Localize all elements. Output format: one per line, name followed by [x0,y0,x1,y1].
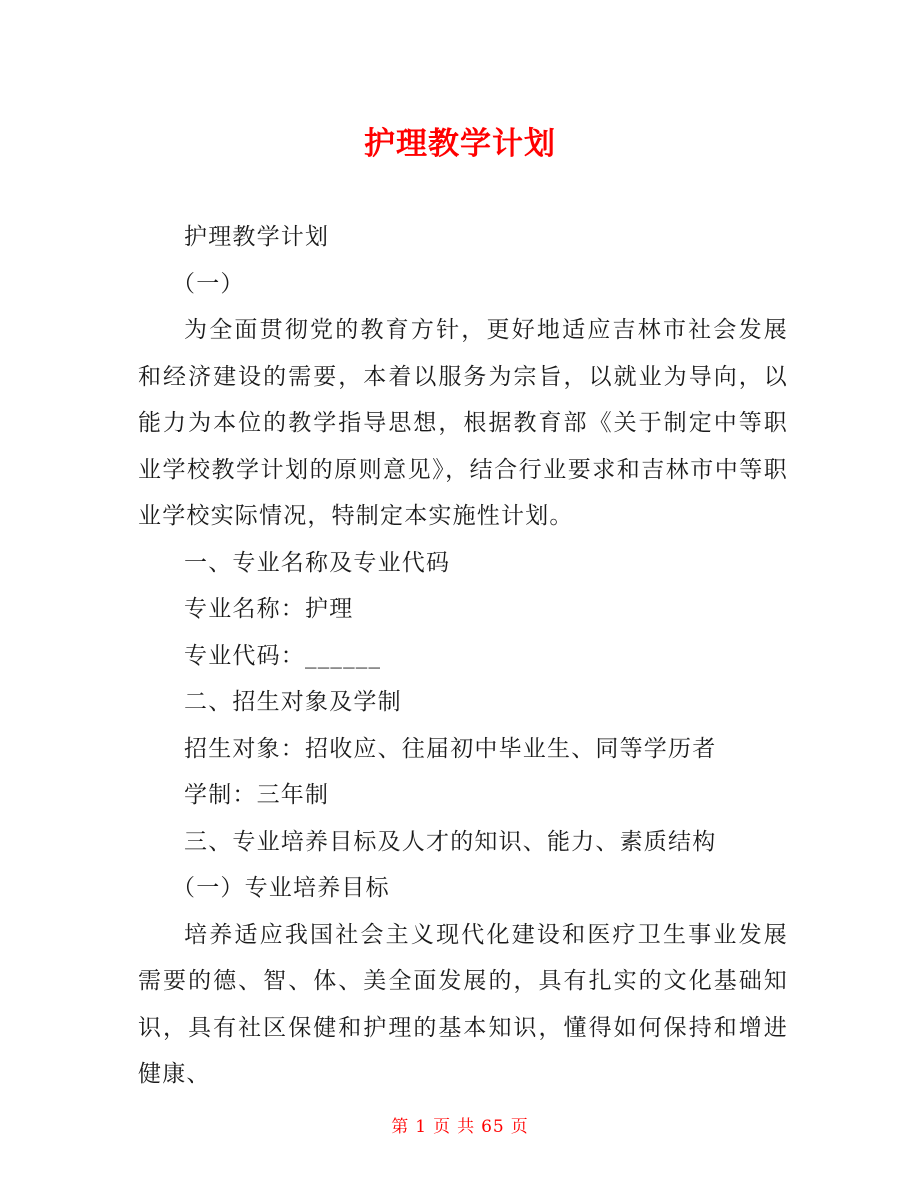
footer-page-number: 1 [415,1117,428,1137]
paragraph-enrollment-target: 招生对象：招收应、往届初中毕业生、同等学历者 [184,735,717,762]
paragraph-schooling-length: 学制：三年制 [184,782,330,808]
paragraph-training-goal: 培养适应我国社会主义现代化建设和医疗卫生事业发展需要的德、智、体、美全面发展的，具有扎实的文化基础知识，具有社区保健和护理的基本知识，懂得如何保持和增进健康、 [138,921,788,1087]
footer-page-prefix: 第 [391,1117,410,1137]
heading-major-name-code: 一、专业名称及专业代码 [184,549,451,576]
footer-total-prefix: 共 [457,1117,476,1137]
paragraph-section-one: （一） [172,270,245,297]
footer-total-pages: 65 [481,1117,505,1137]
footer-page-mid: 页 [433,1117,452,1137]
paragraph-major-name: 专业名称：护理 [184,596,354,622]
paragraph-major-code: 专业代码：______ [184,642,382,669]
document-body [138,214,788,1098]
heading-training-goals: 三、专业培养目标及人才的知识、能力、素质结构 [184,828,717,855]
subheading-training-goal: （一）专业培养目标 [172,875,390,901]
page-footer [0,1112,920,1137]
footer-total-suffix: 页 [510,1117,529,1137]
document-title: 护理教学计划 [364,126,556,162]
paragraph-subtitle: 护理教学计划 [184,224,330,250]
heading-enrollment: 二、招生对象及学制 [184,689,402,715]
paragraph-intro: 为全面贯彻党的教育方针，更好地适应吉林市社会发展和经济建设的需要，本着以服务为宗旨，以就业为导向，以能力为本位的教学指导思想，根据教育部《关于制定中等职业学校教学计划的原则意见》，结合行业要求和吉林市中等职业学校实际情况，特制定本实施性计划。 [138,317,788,529]
